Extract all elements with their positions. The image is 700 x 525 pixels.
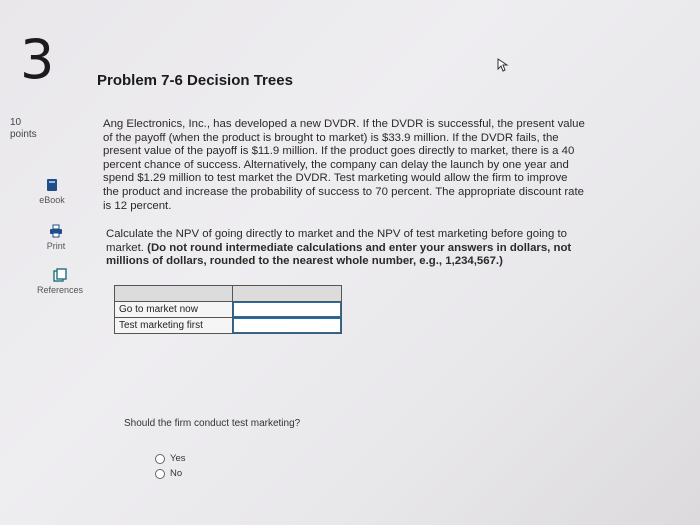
mouse-cursor-icon — [497, 58, 509, 72]
table-row — [115, 318, 342, 334]
references-icon — [53, 268, 67, 282]
ebook-label: eBook — [39, 195, 65, 205]
go-to-market-input-cell — [233, 302, 342, 318]
header-cell — [115, 286, 233, 302]
option-yes[interactable] — [155, 453, 186, 464]
print-label: Print — [46, 241, 66, 251]
print-tool[interactable] — [26, 224, 86, 251]
printer-icon — [49, 224, 63, 238]
points-label: points — [10, 129, 37, 140]
instructions-text: Calculate the NPV of going directly to market and the NPV of test marketing before going to market. — [106, 228, 567, 254]
table-row — [115, 302, 342, 318]
points-value: 10 — [10, 117, 22, 128]
go-to-market-npv-input[interactable] — [233, 302, 341, 317]
row-label: Test marketing first — [115, 318, 233, 334]
problem-title: Problem 7-6 Decision Trees — [97, 72, 293, 89]
references-tool[interactable] — [30, 268, 90, 295]
answer-table-header — [115, 286, 342, 302]
radio-no[interactable] — [155, 469, 165, 479]
option-no[interactable] — [155, 468, 182, 479]
test-marketing-question: Should the firm conduct test marketing? — [124, 418, 301, 429]
option-yes-label: Yes — [170, 453, 186, 464]
test-marketing-npv-input[interactable] — [233, 318, 341, 333]
header-cell — [233, 286, 342, 302]
book-icon — [45, 178, 59, 192]
test-marketing-input-cell — [233, 318, 342, 334]
problem-text: Ang Electronics, Inc., has developed a new DVDR. If the DVDR is successful, the present value of the payoff (when the product is brought to market) is $33.9 million. If the DVDR fails, the present value of the payoff is $11.9 million. If the product goes directly to market, there is a 40 percent chance of success. Alternatively, the company can delay the launch by one year and spend $1.29 million to test market the DVDR. Test marketing would allow the firm to improve the product and increase the probability of success to 70 percent. The appropriate discount rate is 12 percent. — [103, 118, 585, 212]
radio-yes[interactable] — [155, 454, 165, 464]
option-no-label: No — [170, 468, 183, 479]
instructions — [106, 228, 578, 269]
question-number: 3 — [20, 28, 55, 91]
answer-table — [114, 285, 342, 334]
row-label: Go to market now — [115, 302, 233, 318]
ebook-tool[interactable] — [22, 178, 82, 205]
points-box — [10, 117, 37, 141]
references-label: References — [36, 285, 84, 295]
instructions-bold: (Do not round intermediate calculations and enter your answers in dollars, not millions of dollars, rounded to the nearest whole number, e.g., 1,234,567.) — [106, 241, 572, 268]
